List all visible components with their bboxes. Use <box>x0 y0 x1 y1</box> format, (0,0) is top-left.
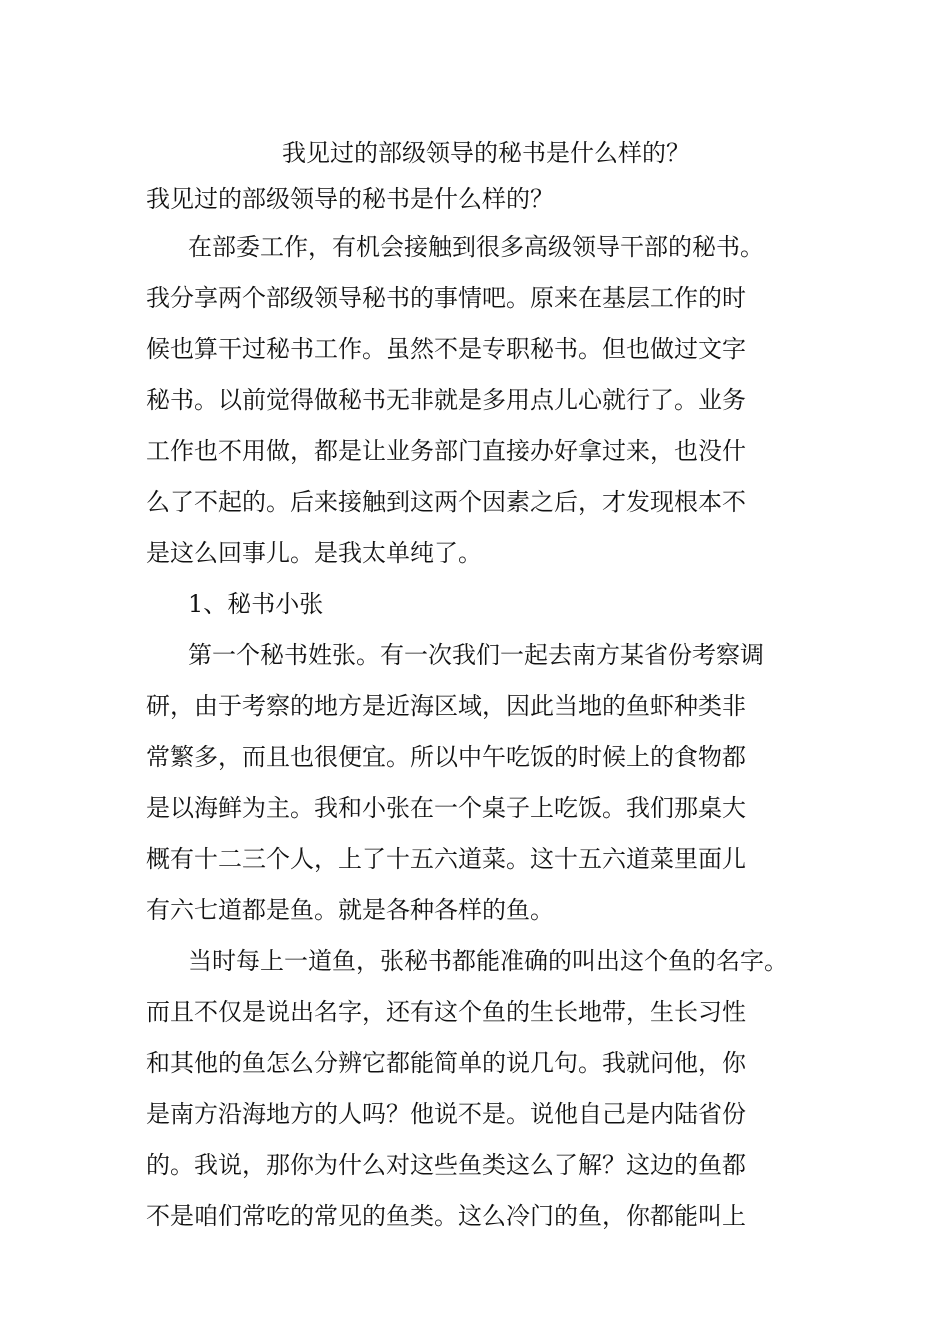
paragraph-intro <box>146 222 826 579</box>
text-line: 不是咱们常吃的常见的鱼类。这么冷门的鱼，你都能叫上 <box>146 1202 746 1230</box>
text-line: 秘书。以前觉得做秘书无非就是多用点儿心就行了。业务 <box>146 386 746 414</box>
paragraph-secretary-zhang <box>146 630 826 936</box>
text-line: 我分享两个部级领导秘书的事情吧。原来在基层工作的时 <box>146 284 746 312</box>
text-line: 1、秘书小张 <box>188 590 324 618</box>
text-line: 和其他的鱼怎么分辨它都能简单的说几句。我就问他，你 <box>146 1049 746 1077</box>
text-line: 研，由于考察的地方是近海区域，因此当地的鱼虾种类非 <box>146 692 746 720</box>
text-line: 么了不起的。后来接触到这两个因素之后，才发现根本不 <box>146 488 746 516</box>
document-subtitle: 我见过的部级领导的秘书是什么样的？ <box>146 185 554 213</box>
text-line: 工作也不用做，都是让业务部门直接办好拿过来，也没什 <box>146 437 746 465</box>
text-line: 常繁多，而且也很便宜。所以中午吃饭的时候上的食物都 <box>146 743 746 771</box>
text-line: 是这么回事儿。是我太单纯了。 <box>146 539 482 567</box>
text-line: 有六七道都是鱼。就是各种各样的鱼。 <box>146 896 554 924</box>
section-heading <box>146 579 826 630</box>
text-line: 是南方沿海地方的人吗？他说不是。说他自己是内陆省份 <box>146 1100 746 1128</box>
document-body <box>146 130 826 1242</box>
text-line: 概有十二三个人，上了十五六道菜。这十五六道菜里面儿 <box>146 845 746 873</box>
text-line: 候也算干过秘书工作。虽然不是专职秘书。但也做过文字 <box>146 335 746 363</box>
text-line: 当时每上一道鱼，张秘书都能准确的叫出这个鱼的名字。 <box>188 947 788 975</box>
text-line: 是以海鲜为主。我和小张在一个桌子上吃饭。我们那桌大 <box>146 794 746 822</box>
text-line: 第一个秘书姓张。有一次我们一起去南方某省份考察调 <box>188 641 764 669</box>
text-line: 在部委工作，有机会接触到很多高级领导干部的秘书。 <box>188 233 764 261</box>
document-title: 我见过的部级领导的秘书是什么样的？ <box>282 139 690 167</box>
paragraph-fish-names <box>146 936 826 1242</box>
text-line: 而且不仅是说出名字，还有这个鱼的生长地带，生长习性 <box>146 998 746 1026</box>
text-line: 的。我说，那你为什么对这些鱼类这么了解？这边的鱼都 <box>146 1151 746 1179</box>
